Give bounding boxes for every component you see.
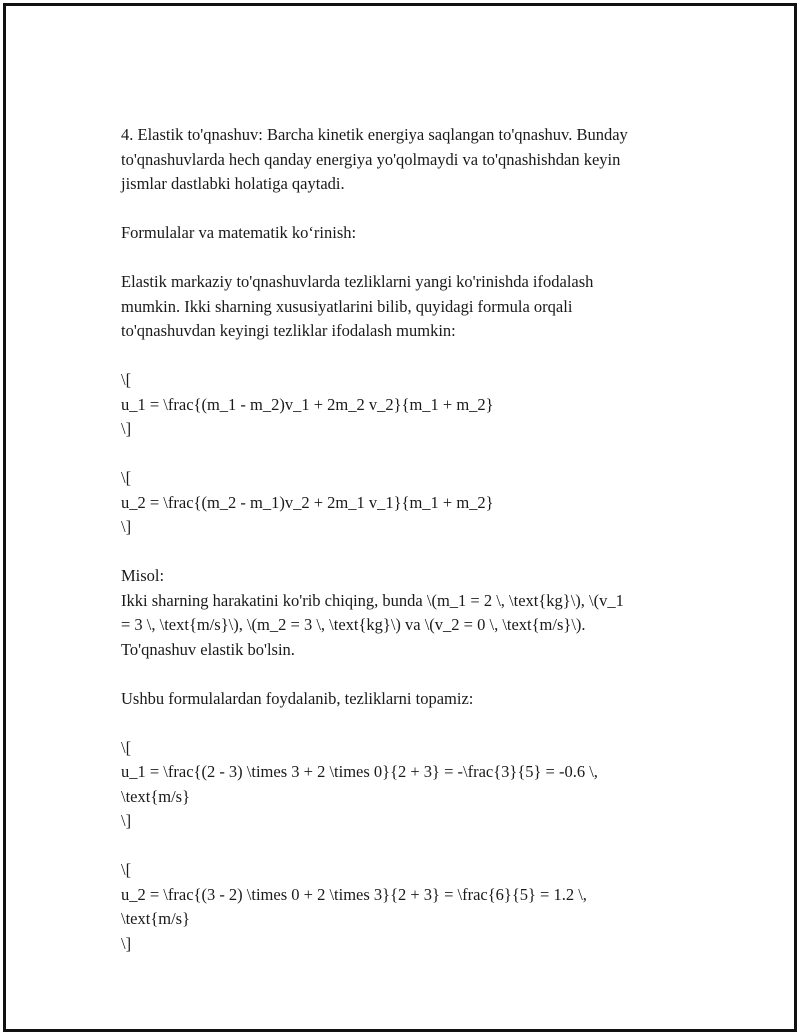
text-line: \[	[121, 860, 132, 879]
text-line: Elastik markaziy to'qnashuvlarda tezliklarni yangi ko'rinishda ifodalash	[121, 272, 594, 291]
text-line: u_2 = \frac{(3 - 2) \times 0 + 2 \times 3}{2 + 3} = \frac{6}{5} = 1.2 \,	[121, 884, 587, 904]
text-line: \[	[121, 737, 132, 757]
text-line: 4. Elastik to'qnashuv: Barcha kinetik energiya saqlangan to'qnashuv. Bunday	[121, 125, 628, 144]
text-line: \text{m/s}	[121, 909, 191, 928]
solution-intro-paragraph	[121, 687, 691, 712]
formulas-heading-paragraph	[121, 221, 691, 246]
text-line: \]	[121, 811, 132, 830]
page-frame	[3, 3, 797, 1032]
text-line: \]	[121, 933, 132, 953]
paragraph-spacer	[121, 197, 691, 222]
solution-u1-paragraph	[121, 736, 691, 834]
elastic-collision-definition-paragraph	[121, 123, 691, 197]
text-line: \[	[121, 468, 132, 487]
text-line: \text{m/s}	[121, 786, 191, 806]
text-line: Misol:	[121, 566, 165, 585]
text-line: u_1 = \frac{(m_1 - m_2)v_1 + 2m_2 v_2}{m_1 + m_2}	[121, 394, 494, 414]
example-paragraph	[121, 564, 691, 662]
text-line: to'qnashuvdan keyingi tezliklar ifodalash mumkin:	[121, 321, 456, 340]
solution-u2-paragraph	[121, 858, 691, 956]
document-body	[121, 123, 691, 956]
formula-u1-paragraph	[121, 368, 691, 442]
paragraph-spacer	[121, 344, 691, 369]
text-line: \[	[121, 370, 132, 389]
text-line: to'qnashuvlarda hech qanday energiya yo'qolmaydi va to'qnashishdan keyin	[121, 149, 621, 169]
paragraph-spacer	[121, 442, 691, 467]
text-line: \]	[121, 419, 132, 438]
text-line: Ikki sharning harakatini ko'rib chiqing, bunda \(m_1 = 2 \, \text{kg}\), \(v_1	[121, 590, 624, 610]
text-line: u_2 = \frac{(m_2 - m_1)v_2 + 2m_1 v_1}{m_1 + m_2}	[121, 492, 494, 512]
text-line: mumkin. Ikki sharning xususiyatlarini bilib, quyidagi formula orqali	[121, 296, 573, 316]
text-line: Ushbu formulalardan foydalanib, tezliklarni topamiz:	[121, 688, 474, 708]
text-line: Formulalar va matematik ko‘rinish:	[121, 223, 357, 242]
formula-u2-paragraph	[121, 466, 691, 540]
paragraph-spacer	[121, 662, 691, 687]
text-line: = 3 \, \text{m/s}\), \(m_2 = 3 \, \text{kg}\) va \(v_2 = 0 \, \text{m/s}\).	[121, 615, 586, 634]
paragraph-spacer	[121, 540, 691, 565]
text-line: \]	[121, 517, 132, 536]
formulas-intro-paragraph	[121, 270, 691, 344]
paragraph-spacer	[121, 834, 691, 859]
paragraph-spacer	[121, 711, 691, 736]
text-line: u_1 = \frac{(2 - 3) \times 3 + 2 \times 0}{2 + 3} = -\frac{3}{5} = -0.6 \,	[121, 762, 598, 781]
paragraph-spacer	[121, 246, 691, 271]
text-line: To'qnashuv elastik bo'lsin.	[121, 639, 295, 659]
text-line: jismlar dastlabki holatiga qaytadi.	[121, 174, 345, 193]
